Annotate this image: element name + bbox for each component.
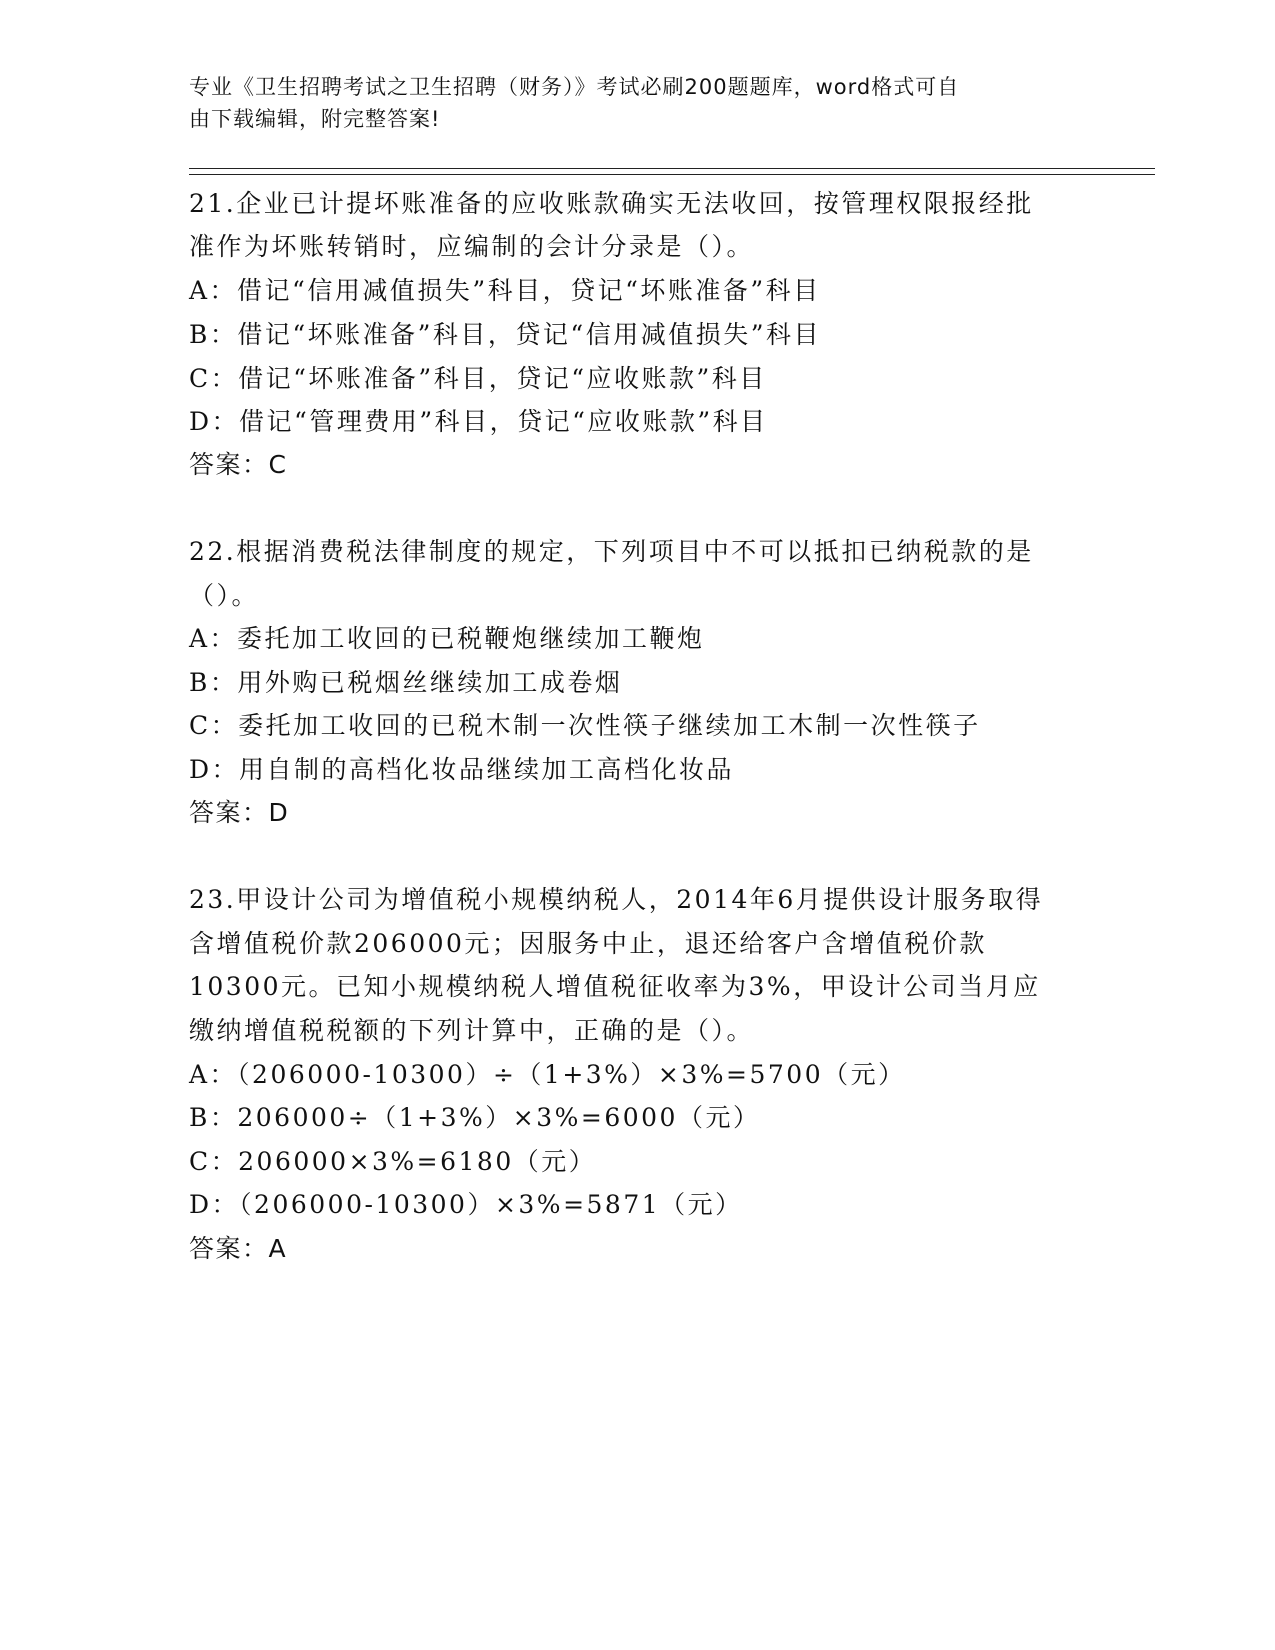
question-21-option-d: D：借记“管理费用”科目，贷记“应收账款”科目 <box>189 407 768 436</box>
question-23-option-a: A：（206000-10300）÷（1+3%）×3%=5700（元） <box>189 1060 906 1089</box>
question-22-stem-line-1: 22.根据消费税法律制度的规定，下列项目中不可以抵扣已纳税款的是 <box>189 537 1034 566</box>
question-23-stem-line-2: 含增值税价款206000元；因服务中止，退还给客户含增值税价款 <box>189 929 987 958</box>
question-23-option-b: B：206000÷（1+3%）×3%=6000（元） <box>189 1103 761 1132</box>
question-23-stem-line-4: 缴纳增值税税额的下列计算中，正确的是（）。 <box>189 1016 755 1045</box>
question-22-option-d: D：用自制的高档化妆品继续加工高档化妆品 <box>189 755 735 784</box>
question-23-answer: 答案：A <box>189 1234 288 1263</box>
question-22-option-c: C：委托加工收回的已税木制一次性筷子继续加工木制一次性筷子 <box>189 711 981 740</box>
question-22-stem-line-2: （）。 <box>189 581 260 610</box>
divider-top <box>189 168 1155 169</box>
question-23-stem-line-1: 23.甲设计公司为增值税小规模纳税人，2014年6月提供设计服务取得 <box>189 885 1044 914</box>
question-21-option-c: C：借记“坏账准备”科目，贷记“应收账款”科目 <box>189 364 767 393</box>
question-23-option-c: C：206000×3%=6180（元） <box>189 1147 597 1176</box>
question-22-option-a: A：委托加工收回的已税鞭炮继续加工鞭炮 <box>189 624 705 653</box>
question-21-answer: 答案：C <box>189 450 288 479</box>
question-21-stem-line-2: 准作为坏账转销时，应编制的会计分录是（）。 <box>189 232 755 261</box>
question-21-stem-line-1: 21.企业已计提坏账准备的应收账款确实无法收回，按管理权限报经批 <box>189 189 1034 218</box>
question-23-stem-line-3: 10300元。已知小规模纳税人增值税征收率为3%，甲设计公司当月应 <box>189 972 1041 1001</box>
question-21-option-a: A：借记“信用减值损失”科目，贷记“坏账准备”科目 <box>189 276 821 305</box>
question-22-option-b: B：用外购已税烟丝继续加工成卷烟 <box>189 668 623 697</box>
header-line-2: 由下载编辑，附完整答案! <box>189 107 441 131</box>
question-22-answer: 答案：D <box>189 798 290 827</box>
question-23-option-d: D：（206000-10300）×3%=5871（元） <box>189 1190 743 1219</box>
question-21-option-b: B：借记“坏账准备”科目，贷记“信用减值损失”科目 <box>189 320 821 349</box>
divider-bottom <box>189 174 1155 175</box>
header-line-1: 专业《卫生招聘考试之卫生招聘（财务）》考试必刷200题题库，word格式可自 <box>189 75 960 99</box>
